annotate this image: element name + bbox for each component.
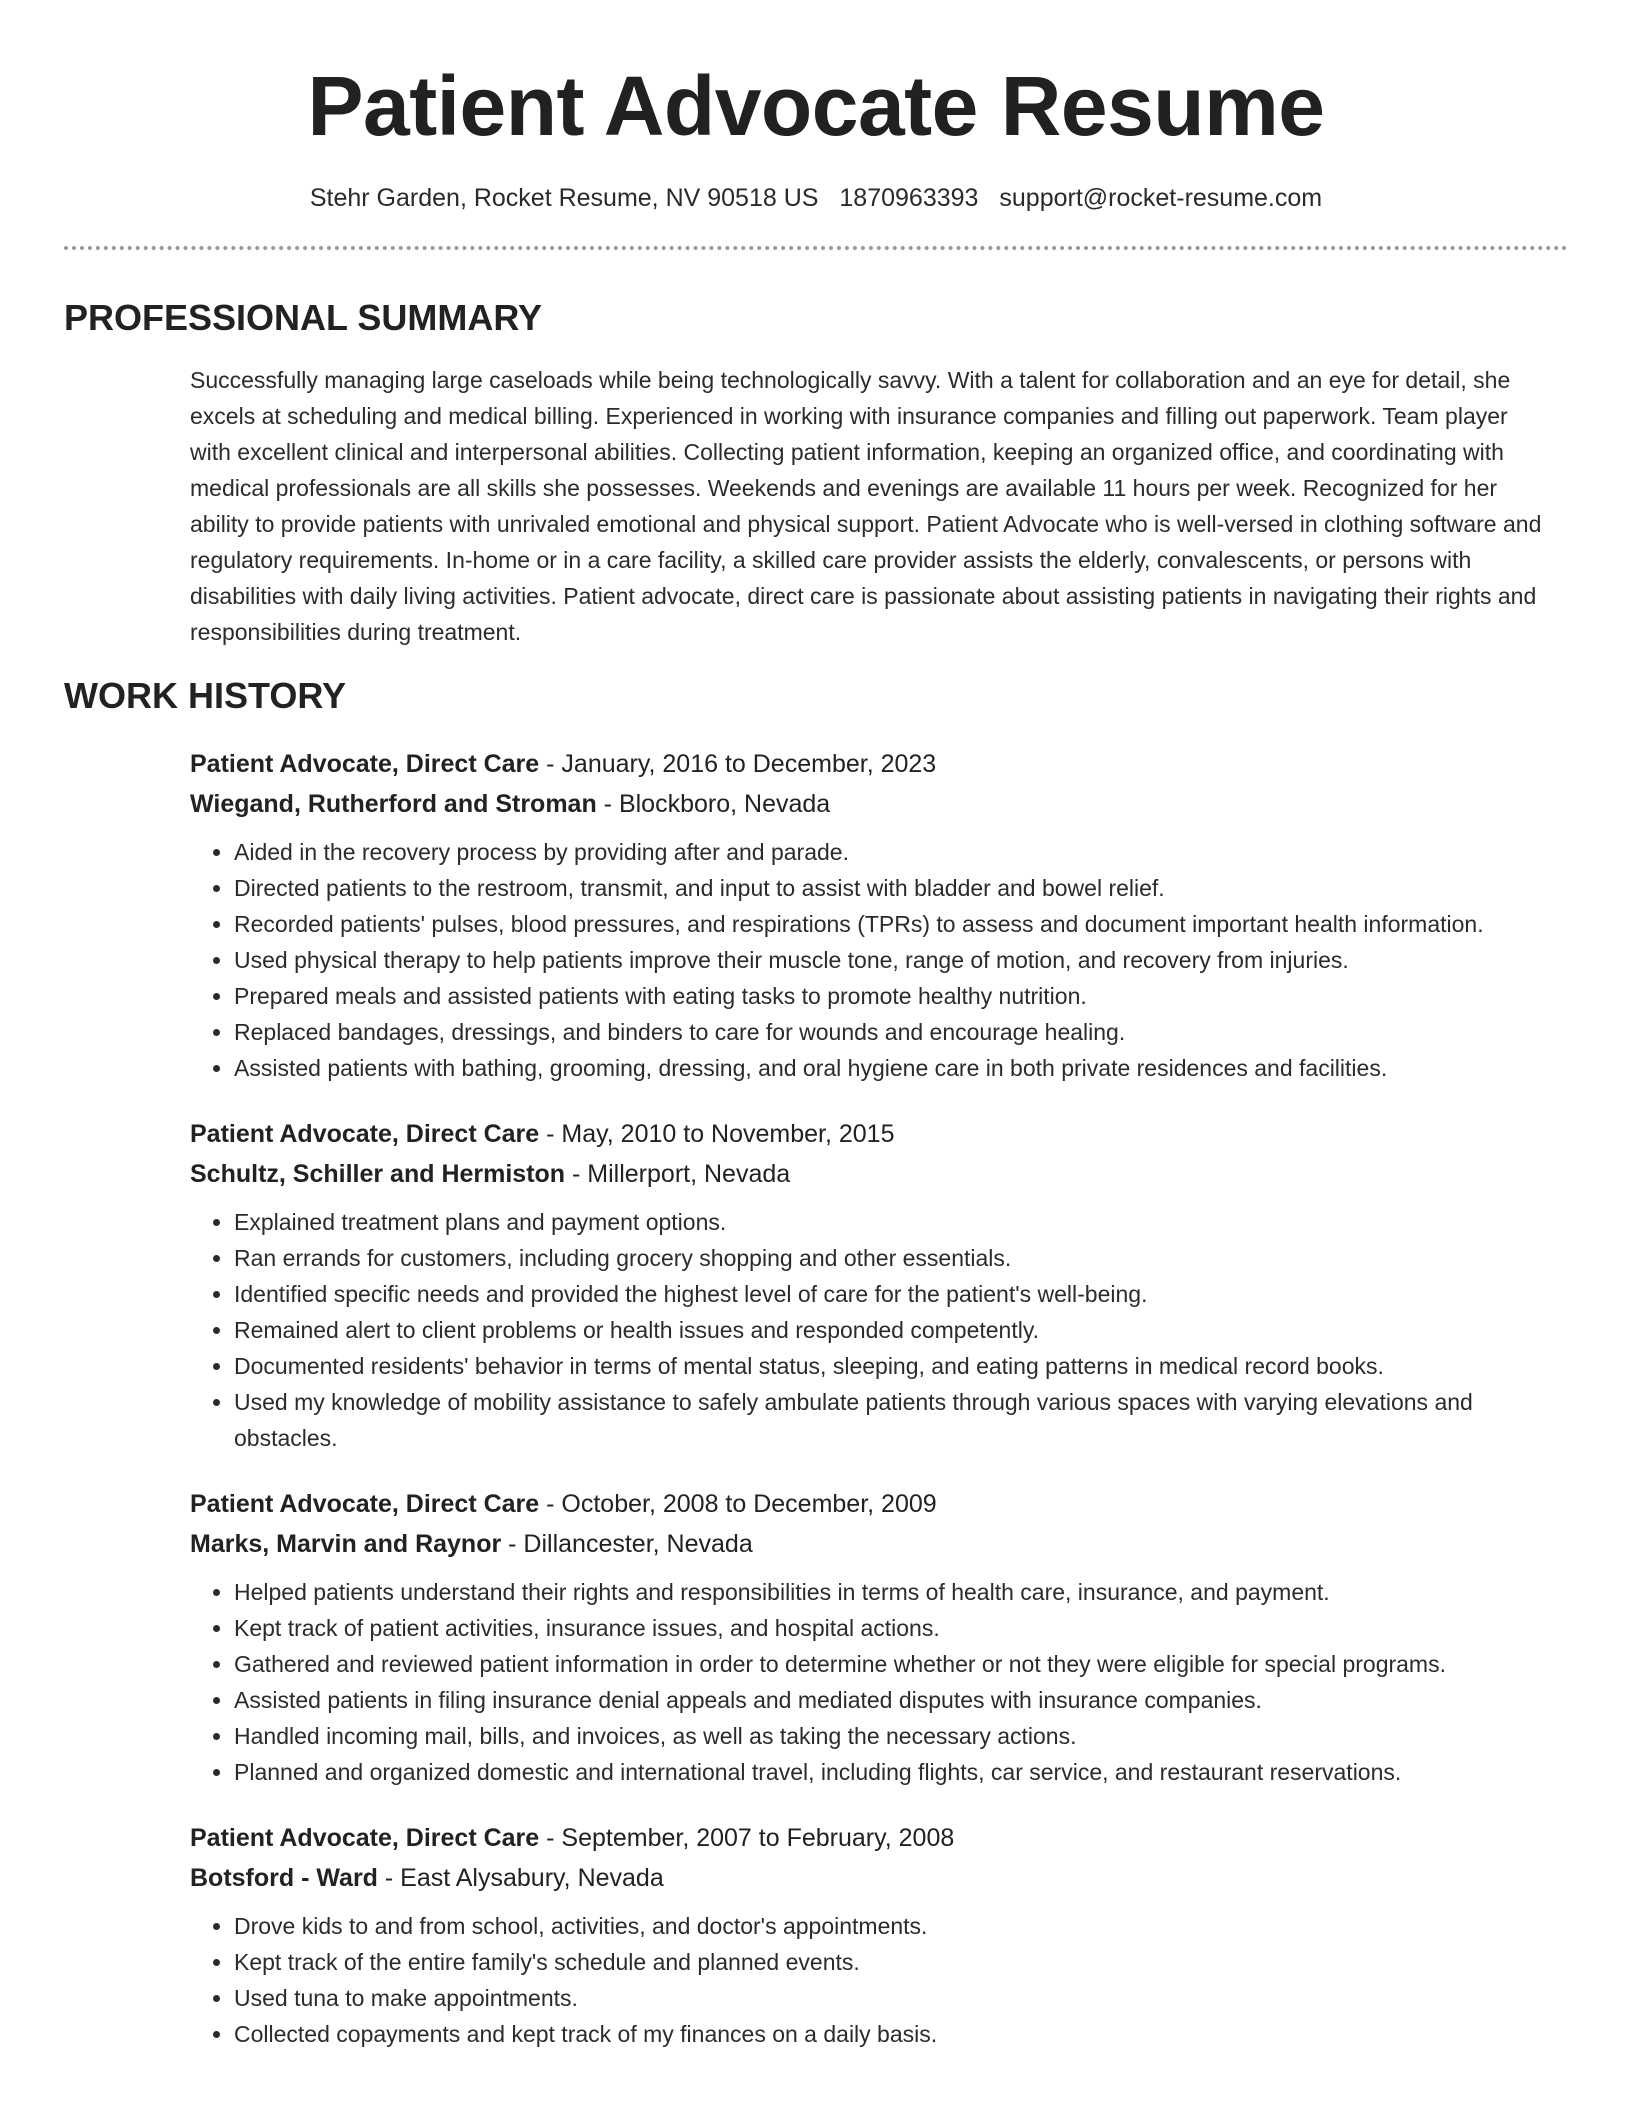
duty-item: • Planned and organized domestic and international travel, including flights, car service, and restaurant reservations. [234,1754,1552,1790]
job-company-line [190,1154,1552,1194]
job-location: - East Alysabury, Nevada [377,1864,664,1892]
duty-item: • Kept track of the entire family's schedule and planned events. [234,1944,1552,1980]
job-company: Marks, Marvin and Raynor [190,1530,502,1558]
duty-item: • Gathered and reviewed patient information in order to determine whether or not they were eligible for special programs. [234,1646,1552,1682]
job-dates: - May, 2010 to November, 2015 [539,1120,895,1148]
job-entry [190,1818,1552,2052]
job-company-line [190,1858,1552,1898]
job-dates: - January, 2016 to December, 2023 [539,750,937,778]
job-company-line [190,784,1552,824]
job-duties [190,1204,1552,1456]
summary-text: Successfully managing large caseloads while being technologically savvy. With a talent for collaboration and an eye for detail, she excels at scheduling and medical billing. Experienced in working with insurance companies and filling out paperwork. Team player with excellent clinical and interpersonal abilities. Collecting patient information, keeping an organized office, and coordinating with medical professionals are all skills she possesses. Weekends and evenings are available 11 hours per week. Recognized for her ability to provide patients with unrivaled emotional and physical support. Patient Advocate who is well-versed in clothing software and regulatory requirements. In-home or in a care facility, a skilled care provider assists the elderly, convalescents, or persons with disabilities with daily living activities. Patient advocate, direct care is passionate about assisting patients in navigating their rights and responsibilities during treatment. [190,367,1542,645]
job-duties [190,1908,1552,2052]
duty-item: • Assisted patients with bathing, grooming, dressing, and oral hygiene care in both private residences and facilities. [234,1050,1552,1086]
job-duties [190,834,1552,1086]
work-history-list [190,744,1552,2052]
job-company: Schultz, Schiller and Hermiston [190,1160,566,1188]
job-title: Patient Advocate, Direct Care [190,1824,540,1852]
contact-phone: 1870963393 [839,184,979,212]
work-history-heading: WORK HISTORY [64,675,347,716]
duty-item: • Ran errands for customers, including grocery shopping and other essentials. [234,1240,1552,1276]
job-title-line [190,1114,1552,1154]
resume-title: Patient Advocate Resume [307,59,1325,153]
job-location: - Blockboro, Nevada [596,790,831,818]
duty-item: • Directed patients to the restroom, transmit, and input to assist with bladder and bowel relief. [234,870,1552,906]
duty-item: • Kept track of patient activities, insurance issues, and hospital actions. [234,1610,1552,1646]
job-title-line [190,1818,1552,1858]
contact-address: Stehr Garden, Rocket Resume, NV 90518 US [309,184,819,212]
job-entry [190,744,1552,1086]
duty-item: • Aided in the recovery process by providing after and parade. [234,834,1552,870]
duty-item: • Replaced bandages, dressings, and binders to care for wounds and encourage healing. [234,1014,1552,1050]
job-title: Patient Advocate, Direct Care [190,750,540,778]
duty-item: • Used tuna to make appointments. [234,1980,1552,2016]
header-divider [64,246,1568,250]
job-title: Patient Advocate, Direct Care [190,1120,540,1148]
job-dates: - September, 2007 to February, 2008 [539,1824,955,1852]
job-company: Botsford - Ward [190,1864,378,1892]
job-company: Wiegand, Rutherford and Stroman [190,790,597,818]
job-company-line [190,1524,1552,1564]
summary-heading: PROFESSIONAL SUMMARY [64,297,543,338]
job-title-line [190,1484,1552,1524]
job-entry [190,1114,1552,1456]
duty-item: • Prepared meals and assisted patients with eating tasks to promote healthy nutrition. [234,978,1552,1014]
duty-item: • Identified specific needs and provided the highest level of care for the patient's well-being. [234,1276,1552,1312]
duty-item: • Used physical therapy to help patients improve their muscle tone, range of motion, and recovery from injuries. [234,942,1552,978]
job-title-line [190,744,1552,784]
duty-item: • Explained treatment plans and payment options. [234,1204,1552,1240]
job-entry [190,1484,1552,1790]
job-location: - Dillancester, Nevada [501,1530,753,1558]
duty-item: • Handled incoming mail, bills, and invoices, as well as taking the necessary actions. [234,1718,1552,1754]
duty-item: • Collected copayments and kept track of my finances on a daily basis. [234,2016,1552,2052]
duty-item: • Assisted patients in filing insurance denial appeals and mediated disputes with insurance companies. [234,1682,1552,1718]
duty-item: • Recorded patients' pulses, blood pressures, and respirations (TPRs) to assess and document important health information. [234,906,1552,942]
resume-page [64,0,1568,2052]
duty-item: • Helped patients understand their rights and responsibilities in terms of health care, insurance, and payment. [234,1574,1552,1610]
job-title: Patient Advocate, Direct Care [190,1490,540,1518]
duty-item: • Used my knowledge of mobility assistance to safely ambulate patients through various spaces with varying elevations and obstacles. [234,1384,1552,1456]
duty-item: • Documented residents' behavior in terms of mental status, sleeping, and eating patterns in medical record books. [234,1348,1552,1384]
duty-item: • Remained alert to client problems or health issues and responded competently. [234,1312,1552,1348]
duty-item: • Drove kids to and from school, activities, and doctor's appointments. [234,1908,1552,1944]
job-location: - Millerport, Nevada [565,1160,791,1188]
contact-email: support@rocket-resume.com [999,184,1323,212]
job-duties [190,1574,1552,1790]
job-dates: - October, 2008 to December, 2009 [539,1490,937,1518]
contact-line [64,182,1568,214]
